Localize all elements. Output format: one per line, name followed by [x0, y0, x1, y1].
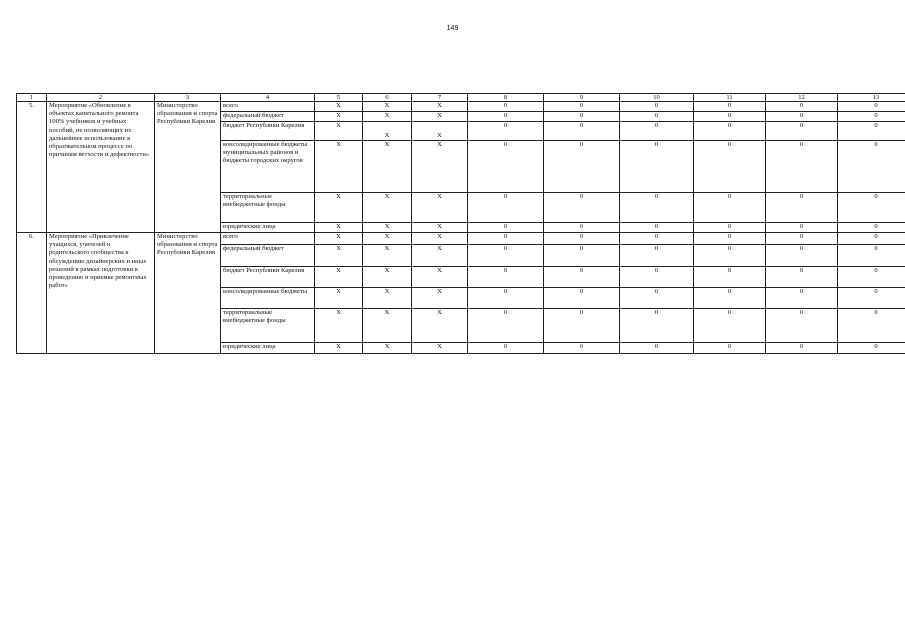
value-cell: X	[412, 193, 468, 223]
value-cell: 0	[544, 245, 620, 267]
value-cell: X	[412, 267, 468, 288]
table-row	[17, 233, 905, 245]
value-cell: 0	[694, 267, 766, 288]
value-cell: 0	[838, 223, 905, 233]
value-cell: 0	[468, 288, 544, 309]
value-cell: X	[363, 309, 412, 343]
value-cell: 0	[766, 102, 838, 112]
value-cell: 0	[544, 233, 620, 245]
value-cell: 0	[468, 233, 544, 245]
value-cell: X	[315, 233, 363, 245]
value-cell: 0	[620, 233, 694, 245]
value-cell: X	[315, 309, 363, 343]
value-cell: 0	[838, 193, 905, 223]
value-cell: X	[363, 245, 412, 267]
measure-name: Мероприятие «Привлечение учащихся, учителей и родительского сообщества к обсуждению дизайнерских и иных решений в рамках подготовки к проведению и приемке ремонтных работ»	[47, 233, 155, 354]
value-cell: X	[412, 233, 468, 245]
value-cell: 0	[694, 233, 766, 245]
value-cell: 0	[838, 233, 905, 245]
value-cell: 0	[838, 122, 905, 141]
value-cell: 0	[694, 141, 766, 193]
value-cell: X	[363, 102, 412, 112]
value-cell: 0	[838, 112, 905, 122]
value-cell: 0	[838, 141, 905, 193]
value-cell: X	[412, 141, 468, 193]
value-cell: 0	[544, 288, 620, 309]
column-number-row	[17, 94, 905, 102]
value-cell: 0	[468, 193, 544, 223]
value-cell: 0	[766, 141, 838, 193]
value-cell: 0	[766, 343, 838, 354]
value-cell: 0	[766, 122, 838, 141]
value-cell: X	[315, 223, 363, 233]
value-cell: 0	[468, 141, 544, 193]
funding-source: территориальные внебюджетные фонды	[221, 193, 315, 223]
value-cell: X	[363, 233, 412, 245]
value-cell: 0	[468, 122, 544, 141]
value-cell: 0	[468, 309, 544, 343]
measure-number: 6.	[17, 233, 47, 354]
value-cell: X	[363, 122, 412, 141]
value-cell: 0	[838, 267, 905, 288]
value-cell: 0	[468, 343, 544, 354]
value-cell: 0	[620, 343, 694, 354]
column-number: 9	[544, 94, 620, 102]
value-cell: 0	[544, 141, 620, 193]
value-cell: 0	[544, 267, 620, 288]
value-cell: 0	[468, 223, 544, 233]
funding-source: федеральный бюджет	[221, 245, 315, 267]
value-cell: X	[315, 267, 363, 288]
funding-source: федеральный бюджет	[221, 112, 315, 122]
column-number: 10	[620, 94, 694, 102]
value-cell: 0	[694, 102, 766, 112]
value-cell: 0	[468, 245, 544, 267]
value-cell: X	[363, 223, 412, 233]
value-cell: X	[315, 288, 363, 309]
value-cell: 0	[544, 102, 620, 112]
value-cell: 0	[694, 288, 766, 309]
page-number: 149	[446, 25, 459, 32]
executor: Министерство образования и спорта Республики Карелия	[155, 233, 221, 354]
executor: Министерство образования и спорта Республики Карелия	[155, 102, 221, 233]
value-cell: 0	[766, 288, 838, 309]
value-cell: 0	[694, 112, 766, 122]
value-cell: X	[315, 122, 363, 141]
measure-name: Мероприятие «Обновление в объектах капитального ремонта 100% учебников и учебных пособий, не позволяющих их дальнейшее использование в образовательном процессе по причинам ветхости и дефектности»	[47, 102, 155, 233]
value-cell: 0	[766, 112, 838, 122]
funding-source: территориальные внебюджетные фонды	[221, 309, 315, 343]
column-number: 12	[766, 94, 838, 102]
column-number: 7	[412, 94, 468, 102]
value-cell: 0	[468, 112, 544, 122]
value-cell: 0	[468, 267, 544, 288]
value-cell: 0	[694, 122, 766, 141]
value-cell: 0	[694, 223, 766, 233]
value-cell: X	[412, 245, 468, 267]
value-cell: X	[363, 112, 412, 122]
column-number: 6	[363, 94, 412, 102]
value-cell: 0	[694, 193, 766, 223]
column-number: 4	[221, 94, 315, 102]
value-cell: X	[315, 193, 363, 223]
funding-source: всего	[221, 233, 315, 245]
value-cell: X	[412, 102, 468, 112]
value-cell: X	[412, 288, 468, 309]
value-cell: X	[363, 343, 412, 354]
value-cell: 0	[838, 309, 905, 343]
value-cell: X	[315, 343, 363, 354]
value-cell: X	[363, 141, 412, 193]
value-cell: 0	[544, 193, 620, 223]
value-cell: 0	[766, 223, 838, 233]
column-number: 2	[47, 94, 155, 102]
funding-source: всего	[221, 102, 315, 112]
value-cell: 0	[544, 223, 620, 233]
value-cell: 0	[838, 288, 905, 309]
value-cell: 0	[620, 288, 694, 309]
value-cell: X	[315, 141, 363, 193]
value-cell: X	[315, 102, 363, 112]
funding-source: консолидированные бюджеты муниципальных районов и бюджеты городских округов	[221, 141, 315, 193]
value-cell: X	[363, 193, 412, 223]
value-cell: 0	[620, 245, 694, 267]
column-number: 11	[694, 94, 766, 102]
value-cell: X	[315, 245, 363, 267]
value-cell: 0	[544, 309, 620, 343]
table-row	[17, 102, 905, 112]
measure-number: 5.	[17, 102, 47, 233]
funding-table	[16, 93, 905, 354]
value-cell: 0	[766, 267, 838, 288]
value-cell: 0	[838, 102, 905, 112]
column-number: 13	[838, 94, 905, 102]
value-cell: 0	[620, 122, 694, 141]
funding-source: консолидированные бюджеты	[221, 288, 315, 309]
column-number: 8	[468, 94, 544, 102]
value-cell: 0	[694, 245, 766, 267]
value-cell: 0	[694, 343, 766, 354]
value-cell: 0	[620, 102, 694, 112]
value-cell: 0	[620, 267, 694, 288]
value-cell: X	[412, 343, 468, 354]
value-cell: X	[412, 122, 468, 141]
funding-source: юридические лица	[221, 223, 315, 233]
value-cell: 0	[620, 309, 694, 343]
value-cell: X	[315, 112, 363, 122]
value-cell: 0	[620, 141, 694, 193]
value-cell: X	[363, 288, 412, 309]
value-cell: 0	[544, 112, 620, 122]
column-number: 1	[17, 94, 47, 102]
value-cell: 0	[620, 193, 694, 223]
value-cell: 0	[838, 245, 905, 267]
value-cell: X	[412, 309, 468, 343]
value-cell: 0	[620, 112, 694, 122]
funding-source: бюджет Республики Карелия	[221, 267, 315, 288]
value-cell: 0	[766, 233, 838, 245]
column-number: 3	[155, 94, 221, 102]
value-cell: 0	[544, 343, 620, 354]
value-cell: 0	[544, 122, 620, 141]
value-cell: X	[363, 267, 412, 288]
value-cell: 0	[468, 102, 544, 112]
column-number: 5	[315, 94, 363, 102]
value-cell: 0	[766, 193, 838, 223]
value-cell: 0	[694, 309, 766, 343]
value-cell: X	[412, 223, 468, 233]
value-cell: 0	[838, 343, 905, 354]
value-cell: 0	[620, 223, 694, 233]
funding-source: бюджет Республики Карелия	[221, 122, 315, 141]
value-cell: 0	[766, 309, 838, 343]
value-cell: 0	[766, 245, 838, 267]
value-cell: X	[412, 112, 468, 122]
funding-source: юридические лица	[221, 343, 315, 354]
